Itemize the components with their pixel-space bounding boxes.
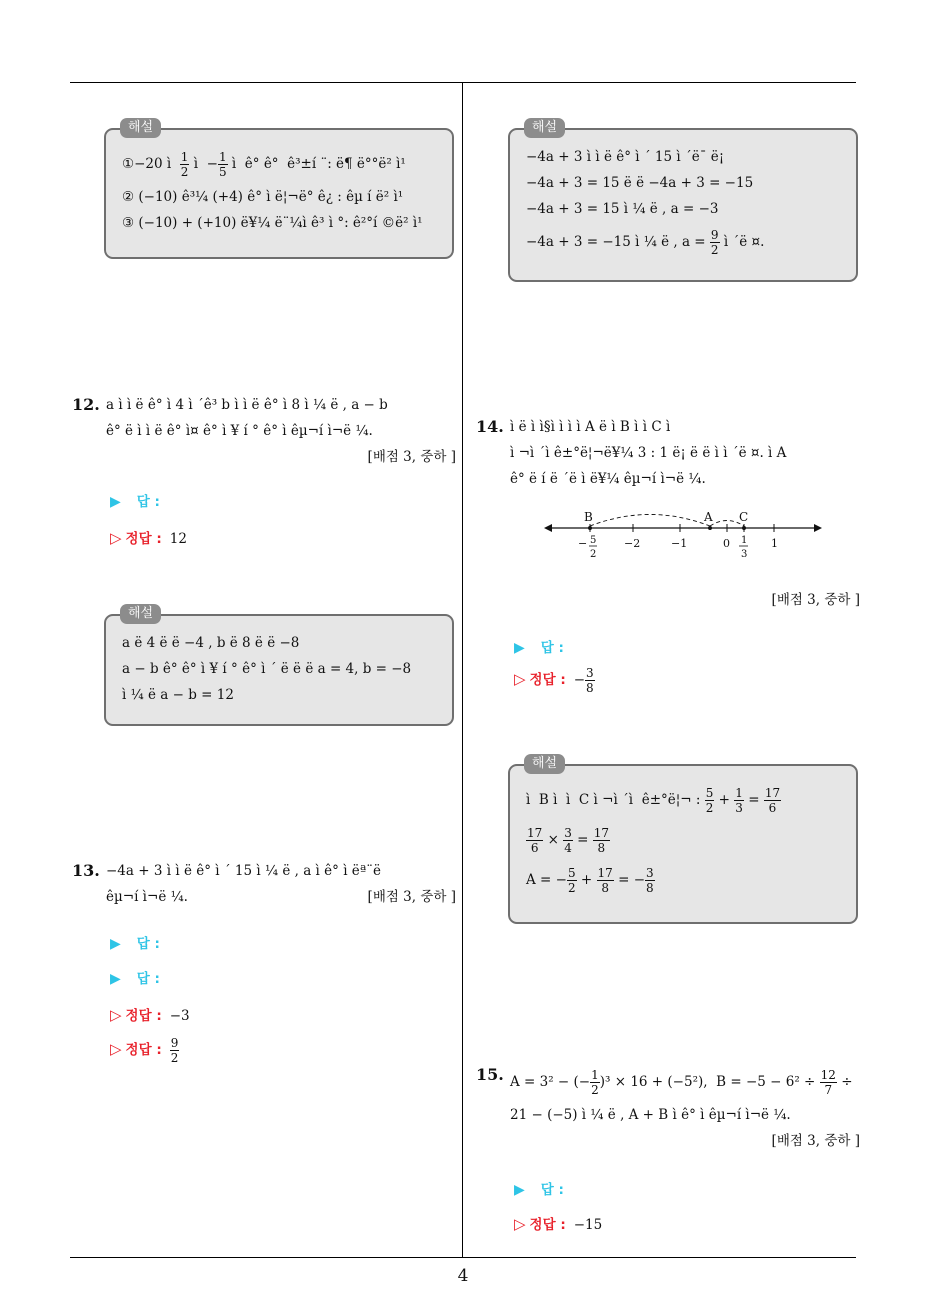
point-label: C xyxy=(739,510,749,524)
point-b-dot xyxy=(588,526,592,530)
correct-answer-q13-1 xyxy=(110,1004,190,1024)
tick-label: 1 xyxy=(771,537,778,550)
points-label: [배점 3, 중하 ] xyxy=(367,889,456,905)
explanation-line: ①−20 ì $\frac{1}{2}$ ì − $\frac{1}{5}$ ì ê° ê° ê³±í ¨: ë¶ ë°°ë² ì¹ xyxy=(122,150,406,179)
explanation-line: ② (−10) ê³¼ (+4) ê° ì ë¦¬ë° ê¿ : êµ í ë² ì¹ xyxy=(122,189,404,205)
points-label: [배점 3, 중하 ] xyxy=(771,592,860,608)
point-label: A xyxy=(704,510,713,524)
explanation-line: A = − $\frac{5}{2}$ + $\frac{17}{8}$ = − $\frac{3}{8}$ xyxy=(526,866,654,895)
explanation-line: a ë 4 ë ë −4 , b ë 8 ë ë −8 xyxy=(122,635,300,651)
tick-label: − xyxy=(578,537,588,550)
top-rule xyxy=(70,82,856,83)
left-arrow-icon xyxy=(544,524,552,532)
point-c-dot xyxy=(742,526,746,530)
question-text: ì ¬ì ´ì ê±°ë¦¬ë¥¼ 3 : 1 ë¡ ë ë ì ì ´ë ¤. ì A xyxy=(510,445,787,461)
question-13 xyxy=(72,858,456,910)
answer-label: 답 : xyxy=(136,936,160,952)
column-divider xyxy=(462,82,463,1257)
question-text: a ì ì ë ê° ì 4 ì ´ê³ b ì ì ë ê° ì 8 ì ¼ ë , a − b xyxy=(106,397,388,413)
explanation-line: −4a + 3 = −15 ì ¼ ë , a = $\frac{9}{2}$ ì ´ë ¤. xyxy=(526,228,765,257)
explanation-line: −4a + 3 ì ì ë ê° ì ´ 15 ì ´ë¯ ë¡ xyxy=(526,149,725,165)
tick-label: 1 xyxy=(741,535,748,546)
correct-value-fraction: $\frac{9}{2}$ xyxy=(170,1036,179,1065)
explanation-box-q14 xyxy=(508,756,858,924)
tick-label: 3 xyxy=(741,549,748,560)
explanation-box-q12 xyxy=(104,606,454,726)
correct-value: −15 xyxy=(573,1217,603,1233)
correct-label: 정답 : xyxy=(125,1008,162,1024)
correct-value: 12 xyxy=(169,531,187,547)
right-arrow-icon xyxy=(814,524,822,532)
tick-label: −2 xyxy=(624,537,641,550)
explanation-tag: 해설 xyxy=(120,118,161,138)
point-a-dot xyxy=(708,526,712,530)
answer-arrow-icon: ▶ xyxy=(514,1182,525,1198)
answer-arrow-icon: ▶ xyxy=(110,971,121,987)
explanation-line: a − b ê° ê° ì ¥ í ° ê° ì ´ ë ë ë a = 4, b = −8 xyxy=(122,661,412,677)
point-label: B xyxy=(584,510,593,524)
explanation-tag: 해설 xyxy=(120,604,161,624)
tick-label: 0 xyxy=(723,537,730,550)
correct-answer-q12 xyxy=(110,527,187,547)
answer-arrow-icon: ▶ xyxy=(110,494,121,510)
answer-label: 답 : xyxy=(136,971,160,987)
tick-label: 5 xyxy=(590,535,597,546)
answer-label: 답 : xyxy=(540,1182,564,1198)
explanation-line: −4a + 3 = 15 ë ë −4a + 3 = −15 xyxy=(526,175,754,191)
arc-b-to-a xyxy=(590,515,710,527)
question-text: ì ë ì ì§ì ì ì ì A ë ì B ì ì C ì xyxy=(510,419,671,435)
explanation-line: ì ¼ ë a − b = 12 xyxy=(122,687,234,703)
question-number: 12. xyxy=(72,395,100,414)
correct-arrow-icon: ▷ xyxy=(110,1040,122,1058)
answer-line-q12 xyxy=(110,490,160,510)
explanation-box-q13 xyxy=(508,120,858,282)
correct-arrow-icon: ▷ xyxy=(110,529,122,547)
correct-label: 정답 : xyxy=(529,1217,566,1233)
points-label: [배점 3, 중하 ] xyxy=(771,1133,860,1149)
question-number: 13. xyxy=(72,861,100,880)
answer-label: 답 : xyxy=(136,494,160,510)
explanation-tag: 해설 xyxy=(524,754,565,774)
question-number: 14. xyxy=(476,417,504,436)
question-text: A = 3² − (− $\frac{1}{2}$ )³ × 16 + (−5²), B = −5 − 6² ÷ $\frac{12}{7}$ ÷ xyxy=(510,1068,853,1097)
question-text: 21 − (−5) ì ¼ ë , A + B ì ê° ì êµ¬í ì¬ë ¼. xyxy=(510,1107,791,1123)
explanation-line: $\frac{17}{6}$ × $\frac{3}{4}$ = $\frac{17}{8}$ xyxy=(527,826,610,855)
correct-arrow-icon: ▷ xyxy=(514,1215,526,1233)
question-number: 15. xyxy=(476,1065,504,1084)
explanation-line: ì B ì ì C ì ¬ì ´ì ê±°ë¦¬ : $\frac{5}{2}$ + $\frac{1}{3}$ = $\frac{17}{6}$ xyxy=(526,786,781,815)
correct-answer-q13-2 xyxy=(110,1036,179,1065)
explanation-line: −4a + 3 = 15 ì ¼ ë , a = −3 xyxy=(526,201,719,217)
explanation-line: ③ (−10) + (+10) ë¥¼ ë¨¼ì ê³ ì °: ê²°í ©ë² ì¹ xyxy=(122,215,423,231)
question-text: ê° ë í ë ´ë ì ë¥¼ êµ¬í ì¬ë ¼. xyxy=(510,471,706,487)
question-text: êµ¬í ì¬ë ¼. xyxy=(106,889,188,905)
correct-label: 정답 : xyxy=(529,672,566,688)
tick-label: −1 xyxy=(671,537,688,550)
answer-label: 답 : xyxy=(540,640,564,656)
correct-label: 정답 : xyxy=(125,531,162,547)
correct-value: −3 xyxy=(169,1008,190,1024)
question-14 xyxy=(476,414,860,492)
correct-label: 정답 : xyxy=(125,1042,162,1058)
points-q14 xyxy=(476,587,860,613)
correct-answer-q15 xyxy=(514,1213,602,1233)
correct-answer-q14: ▷ 정답 : − $\frac{3}{8}$ xyxy=(514,666,594,695)
question-text: ê° ë ì ì ë ê° ì¤ ê° ì ¥ í ° ê° ì êµ¬í ì¬ë ¼. xyxy=(106,423,373,439)
correct-arrow-icon: ▷ xyxy=(514,670,526,688)
answer-line-q15 xyxy=(514,1178,564,1198)
answer-line-q13-1 xyxy=(110,932,160,952)
answer-arrow-icon: ▶ xyxy=(110,936,121,952)
number-line-figure xyxy=(540,505,830,567)
correct-value-fraction: $\frac{3}{8}$ xyxy=(586,666,594,695)
question-12 xyxy=(72,392,456,470)
question-15 xyxy=(476,1062,860,1154)
explanation-tag: 해설 xyxy=(524,118,565,138)
points-label: [배점 3, 중하 ] xyxy=(367,449,456,465)
answer-arrow-icon: ▶ xyxy=(514,640,525,656)
bottom-rule xyxy=(70,1257,856,1258)
correct-arrow-icon: ▷ xyxy=(110,1006,122,1024)
answer-line-q13-2 xyxy=(110,967,160,987)
explanation-box-q11 xyxy=(104,120,454,259)
question-text: −4a + 3 ì ì ë ê° ì ´ 15 ì ¼ ë , a ì ê° ì ëª¨ë xyxy=(106,863,381,879)
tick-label: 2 xyxy=(590,549,597,560)
page-number: 4 xyxy=(457,1266,469,1286)
answer-line-q14 xyxy=(514,636,564,656)
